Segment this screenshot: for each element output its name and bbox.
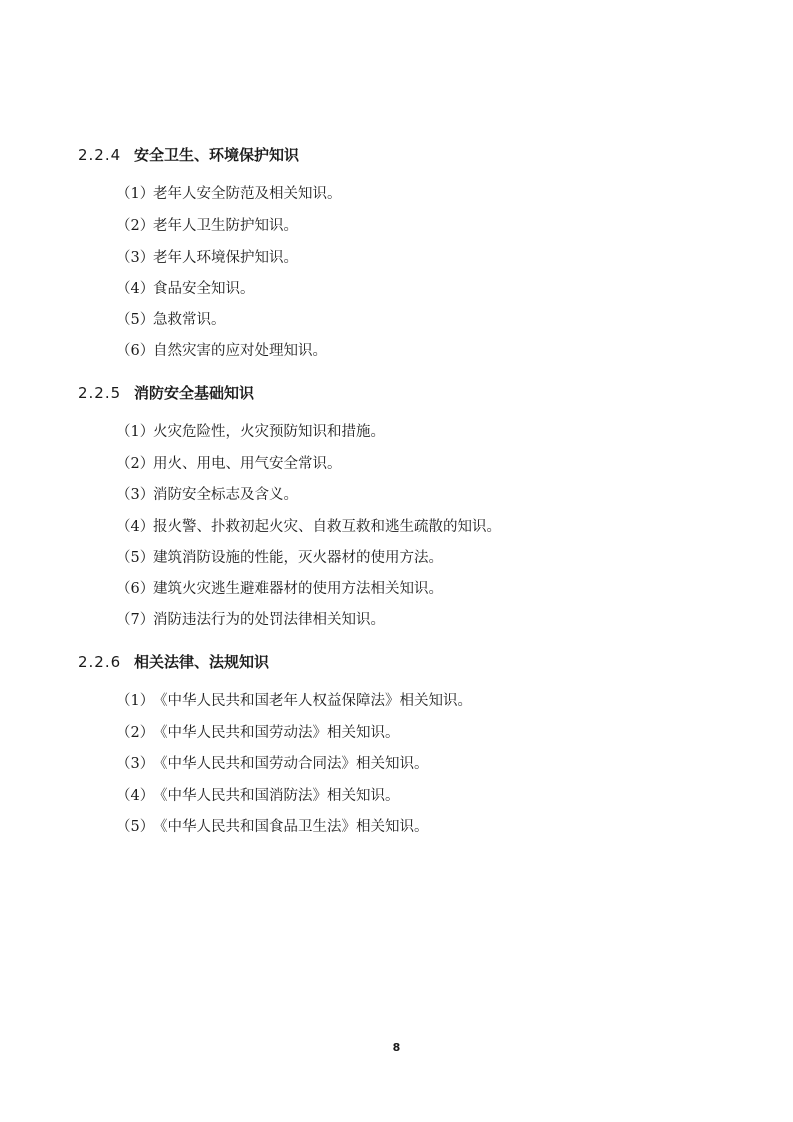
list-marker: （2） [116, 218, 155, 234]
list-marker: （5） [116, 550, 155, 566]
list-item [116, 452, 342, 476]
list-marker: （3） [116, 756, 155, 772]
list-marker: （3） [116, 250, 155, 266]
list-item-text: 《中华人民共和国老年人权益保障法》相关知识。 [153, 693, 472, 709]
list-marker: （6） [116, 581, 155, 597]
list-item-text: 老年人环境保护知识。 [153, 250, 298, 266]
list-item-text: 老年人安全防范及相关知识。 [153, 186, 342, 202]
list-item [116, 689, 472, 713]
list-item [116, 308, 226, 332]
list-item-text: 自然灾害的应对处理知识。 [153, 343, 327, 359]
list-item-text: 建筑火灾逃生避难器材的使用方法相关知识。 [153, 581, 443, 597]
list-item [116, 752, 429, 776]
list-item-text: 火灾危险性，火灾预防知识和措施。 [153, 424, 385, 440]
list-item-text: 《中华人民共和国劳动法》相关知识。 [153, 725, 400, 741]
list-marker: （3） [116, 487, 155, 503]
list-marker: （5） [116, 312, 155, 328]
list-marker: （6） [116, 343, 155, 359]
list-marker: （5） [116, 819, 155, 835]
section-title: 相关法律、法规知识 [134, 653, 270, 671]
section-number: 2.2.5 [78, 384, 122, 402]
list-item [116, 515, 501, 539]
section-heading-2-2-4 [78, 143, 299, 167]
list-item-text: 报火警、扑救初起火灾、自救互救和逃生疏散的知识。 [153, 519, 501, 535]
list-marker: （2） [116, 725, 155, 741]
list-item [116, 483, 298, 507]
list-item [116, 277, 255, 301]
list-item [116, 420, 385, 444]
list-item-text: 消防安全标志及含义。 [153, 487, 298, 503]
list-item-text: 《中华人民共和国食品卫生法》相关知识。 [153, 819, 429, 835]
list-item-text: 老年人卫生防护知识。 [153, 218, 298, 234]
section-title: 安全卫生、环境保护知识 [134, 146, 300, 164]
section-number: 2.2.6 [78, 653, 122, 671]
list-marker: （4） [116, 788, 155, 804]
list-item-text: 《中华人民共和国劳动合同法》相关知识。 [153, 756, 429, 772]
list-item [116, 546, 443, 570]
list-item [116, 784, 400, 808]
list-item-text: 急救常识。 [153, 312, 226, 328]
list-marker: （4） [116, 519, 155, 535]
list-item-text: 《中华人民共和国消防法》相关知识。 [153, 788, 400, 804]
section-title: 消防安全基础知识 [134, 384, 255, 402]
list-marker: （7） [116, 612, 155, 628]
list-item [116, 721, 400, 745]
list-item [116, 246, 298, 270]
section-number: 2.2.4 [78, 146, 122, 164]
list-marker: （1） [116, 693, 155, 709]
section-heading-2-2-5 [78, 381, 254, 405]
list-item-text: 消防违法行为的处罚法律相关知识。 [153, 612, 385, 628]
list-marker: （1） [116, 424, 155, 440]
list-item [116, 214, 298, 238]
list-item [116, 815, 429, 839]
list-item [116, 577, 443, 601]
list-item [116, 339, 327, 363]
list-item-text: 食品安全知识。 [153, 281, 255, 297]
list-marker: （4） [116, 281, 155, 297]
list-marker: （1） [116, 186, 155, 202]
section-heading-2-2-6 [78, 650, 269, 674]
list-item [116, 182, 342, 206]
list-item-text: 用火、用电、用气安全常识。 [153, 456, 342, 472]
list-marker: （2） [116, 456, 155, 472]
page-number: 8 [392, 1041, 401, 1054]
list-item [116, 608, 385, 632]
list-item-text: 建筑消防设施的性能，灭火器材的使用方法。 [153, 550, 443, 566]
